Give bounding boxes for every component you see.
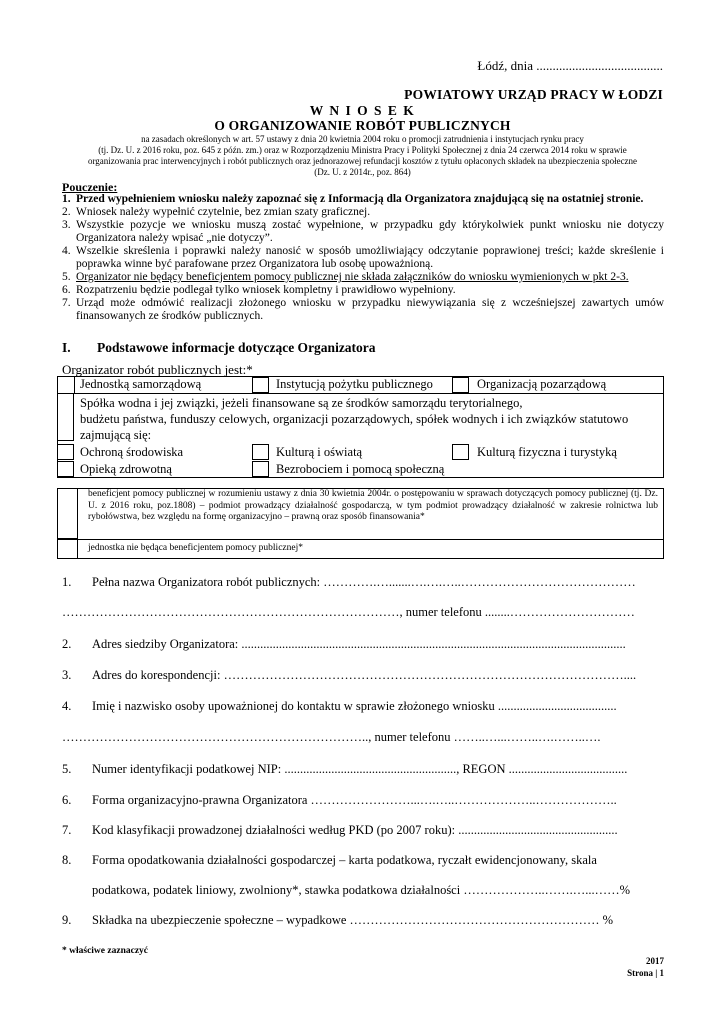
- table-divider: [57, 539, 664, 540]
- checkbox-organizacja[interactable]: [452, 377, 469, 393]
- footer-year: 2017: [646, 956, 664, 966]
- checkbox-bezrobocie[interactable]: [252, 461, 269, 477]
- option-beneficjent: beneficjent pomocy publicznej w rozumieniu ustawy z dnia 30 kwietnia 2004r. o postępowaniu w sprawach dotyczących pomocy publicznej (tj. Dz. U. z 2016 roku, poz.1808) – podmiot prowadzący działalność gospodarczą, w tym podmiot prowadzący działalność w zakresie rolnictwa lub rybołówstwa, bez względu na formę organizacyjno – prawną oraz sposób finansowania*: [88, 489, 658, 522]
- option-ochrona: Ochroną środowiska: [80, 445, 184, 459]
- instruction-item: 6. Rozpatrzeniu będzie podlegał tylko wniosek kompletny i prawidłowo wypełniony.: [62, 284, 456, 296]
- doc-type: W N I O S E K: [309, 103, 416, 118]
- instruction-item: 3. Wszystkie pozycje we wniosku muszą zostać wypełnione, w przypadku gdy którykolwiek punkt wniosku nie dotyczy Organizatora należy wpisać „nie dotyczy”.: [62, 219, 664, 244]
- spolka-line: budżetu państwa, funduszy celowych, organizacji pozarządowych, spółek wodnych i ich związków statutowo: [80, 412, 629, 426]
- legal-basis-line: (Dz. U. z 2014r., poz. 864): [314, 167, 411, 177]
- field-stawka-podatkowa[interactable]: podatkowa, podatek liniowy, zwolniony*, stawka podatkowa działalności ………………..…….…...……%: [92, 883, 630, 897]
- footnote: * właściwe zaznaczyć: [62, 946, 148, 956]
- option-kultura-fizyczna: Kulturą fizyczna i turystyką: [477, 445, 617, 459]
- field-opodatkowanie: 8. Forma opodatkowania działalności gospodarczej – karta podatkowa, ryczałt ewidencjonowany, skala: [62, 853, 597, 867]
- section-title: Podstawowe informacje dotyczące Organizatora: [97, 340, 376, 355]
- option-niebeneficjent: jednostka nie będąca beneficjentem pomocy publicznej*: [88, 543, 303, 553]
- field-osoba-kontaktowa-cd[interactable]: ……………………………………………………………….., numer telefonu ……..…...……..….……..….: [62, 730, 601, 744]
- legal-basis-line: organizowania prac interwencyjnych i robót publicznych oraz jednorazowej refundacji kosztów z tytułu opłaconych składek na ubezpieczenia społeczne: [87, 156, 638, 166]
- instructions-list: [62, 193, 664, 323]
- checkbox-spolka[interactable]: [57, 393, 74, 441]
- table-divider: [74, 376, 75, 393]
- checkbox-kultura[interactable]: [252, 444, 269, 460]
- checkbox-instytucja[interactable]: [252, 377, 269, 393]
- checkbox-ochrona[interactable]: [57, 444, 74, 460]
- legal-basis: [40, 134, 685, 178]
- legal-basis-line: na zasadach określonych w art. 57 ustawy z dnia 20 kwietnia 2004 roku o promocji zatrudnienia i instytucjach rynku pracy: [141, 134, 584, 144]
- section-number: I.: [62, 340, 71, 355]
- spolka-line: zajmującą się:: [80, 428, 152, 442]
- field-adres-korespondencji[interactable]: 3. Adres do korespondencji: ……………………………………………………………………………………....: [62, 668, 637, 682]
- organizer-type-intro: Organizator robót publicznych jest:*: [62, 362, 253, 377]
- field-pelna-nazwa[interactable]: 1. Pełna nazwa Organizatora robót publicznych: ………….….......….….…..……………………………………: [62, 575, 636, 589]
- checkbox-kultura-fizyczna[interactable]: [452, 444, 469, 460]
- checkbox-niebeneficjent[interactable]: [57, 539, 78, 559]
- option-bezrobocie: Bezrobociem i pomocą społeczną: [276, 462, 445, 476]
- option-opieka: Opieką zdrowotną: [80, 462, 172, 476]
- option-kultura: Kulturą i oświatą: [276, 445, 363, 459]
- footer-page: Strona | 1: [627, 968, 664, 978]
- field-pkd[interactable]: 7. Kod klasyfikacji prowadzonej działalności według PKD (po 2007 roku): ...................................................: [62, 823, 618, 837]
- instructions-heading: Pouczenie:: [62, 180, 118, 194]
- checkbox-beneficjent[interactable]: [57, 488, 78, 539]
- office-name: POWIATOWY URZĄD PRACY W ŁODZI: [404, 87, 663, 102]
- checkbox-opieka[interactable]: [57, 461, 74, 477]
- field-skladka-wypadkowa[interactable]: 9. Składka na ubezpieczenie społeczne – wypadkowe …………………………………………………… %: [62, 913, 614, 927]
- option-spolka: [80, 395, 660, 443]
- option-jednostka: Jednostką samorządową: [80, 377, 202, 391]
- instruction-item: 5. Organizator nie będący beneficjentem pomocy publicznej nie składa załączników do wniosku wymienionych w pkt 2-3.: [62, 271, 629, 283]
- instruction-item: 2. Wniosek należy wypełnić czytelnie, bez zmian szaty graficznej.: [62, 206, 371, 218]
- option-instytucja: Instytucją pożytku publicznego: [276, 377, 433, 391]
- doc-title: O ORGANIZOWANIE ROBÓT PUBLICZNYCH: [214, 118, 511, 133]
- instruction-item: 1. Przed wypełnieniem wniosku należy zapoznać się z Informacją dla Organizatora znajdującą się na ostatniej stronie.: [62, 193, 644, 205]
- option-organizacja: Organizacją pozarządową: [477, 377, 607, 391]
- field-adres-siedziby[interactable]: 2. Adres siedziby Organizatora: ...........................................................................................................................: [62, 637, 626, 651]
- field-nip-regon[interactable]: 5. Numer identyfikacji podatkowej NIP: ......................................................., REGON ......................................: [62, 762, 628, 776]
- place-date: Łódź, dnia .......................................: [477, 58, 663, 73]
- instruction-item: 7. Urząd może odmówić realizacji złożonego wniosku w przypadku niewywiązania się z wcześniejszej zawartych umów finansowanych ze środków publicznych.: [62, 297, 664, 322]
- instruction-item: 4. Wszelkie skreślenia i poprawki należy nanosić w sposób umożliwiający odczytanie poprawionej treści; każde skreślenie i poprawka winne być parafowane przez Organizatora lub osobę upoważnioną.: [62, 245, 664, 270]
- legal-basis-line: (tj. Dz. U. z 2016 roku, poz. 645 z późn. zm.) oraz w Rozporządzeniu Ministra Pracy i Polityki Społecznej z dnia 24 czerwca 2014 roku w sprawie: [98, 145, 627, 155]
- field-forma-prawna[interactable]: 6. Forma organizacyjno-prawna Organizatora ……………………...….…..………………..………………..: [62, 793, 617, 807]
- table-divider: [57, 393, 664, 394]
- spolka-line: Spółka wodna i jej związki, jeżeli finansowane są ze środków samorządu terytorialnego,: [80, 396, 523, 410]
- field-osoba-kontaktowa[interactable]: 4. Imię i nazwisko osoby upoważnionej do kontaktu w sprawie złożonego wniosku ......................................: [62, 699, 617, 713]
- field-pelna-nazwa-cd[interactable]: ………………………………………………………………………, numer telefonu ........…………………………: [62, 605, 635, 619]
